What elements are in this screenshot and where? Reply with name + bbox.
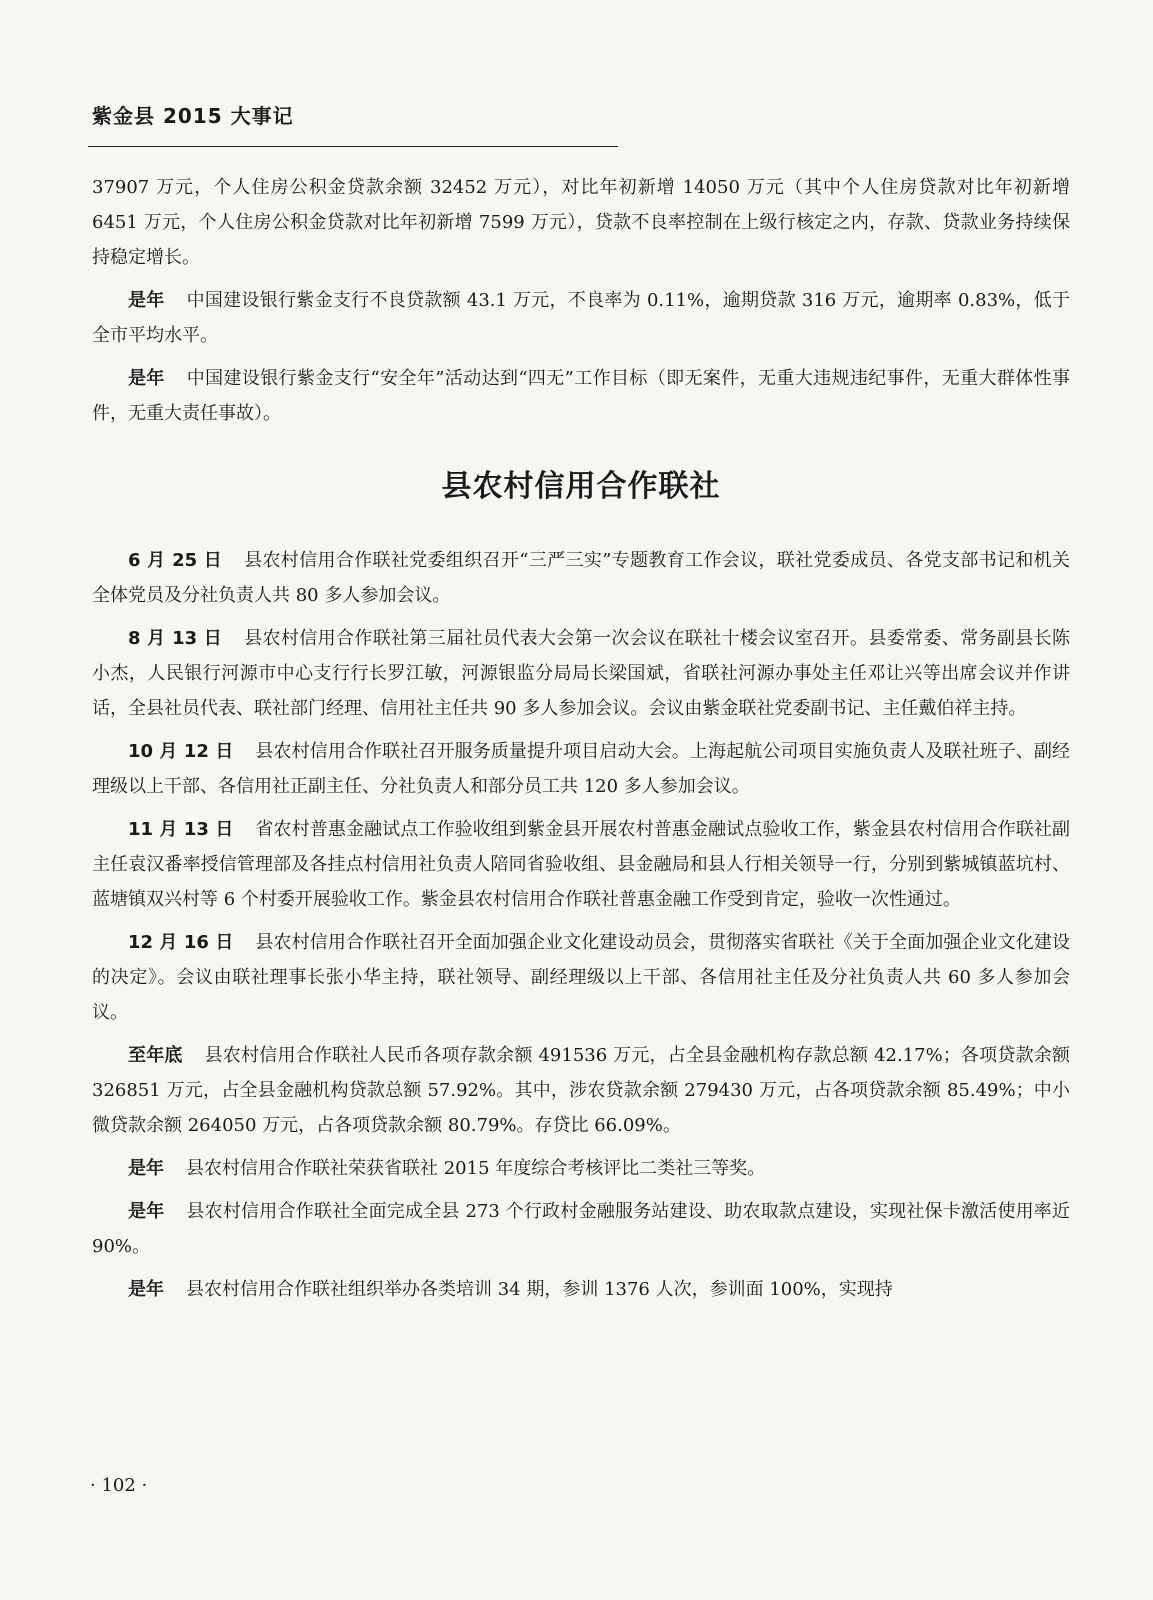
entry-paragraph [92, 925, 1070, 1030]
entry-text: 县农村信用合作联社第三届社员代表大会第一次会议在联社十楼会议室召开。县委常委、常务副县长陈小杰，人民银行河源市中心支行行长罗江敏，河源银监分局局长梁国斌，省联社河源办事处主任邓让兴等出席会议并作讲话，全县社员代表、联社部门经理、信用社主任共 90 多人参加会议。会议由紫金联社党委副书记、主任戴伯祥主持。 [92, 628, 1070, 719]
entry-paragraph [92, 1272, 1070, 1307]
page-number: · 102 · [90, 1475, 148, 1496]
running-header: 紫金县 2015 大事记 [92, 104, 294, 128]
entry-date: 是年 [128, 290, 165, 311]
entry-text: 县农村信用合作联社党委组织召开“三严三实”专题教育工作会议，联社党委成员、各党支部书记和机关全体党员及分社负责人共 80 多人参加会议。 [92, 550, 1071, 606]
entry-text: 县农村信用合作联社组织举办各类培训 34 期，参训 1376 人次，参训面 100%，实现持 [186, 1279, 893, 1300]
entry-date: 12 月 16 日 [128, 932, 234, 953]
entry-paragraph [92, 283, 1070, 353]
entry-date: 10 月 12 日 [128, 741, 234, 762]
entry-text: 中国建设银行紫金支行不良贷款额 43.1 万元，不良率为 0.11%，逾期贷款 316 万元，逾期率 0.83%，低于全市平均水平。 [92, 290, 1071, 346]
section-title: 县农村信用合作联社 [441, 469, 721, 504]
entry-paragraph [92, 1194, 1070, 1264]
entry-date: 11 月 13 日 [128, 819, 234, 840]
entry-paragraph [92, 1151, 1070, 1186]
entry-text: 县农村信用合作联社全面完成全县 273 个行政村金融服务站建设、助农取款点建设，实现社保卡激活使用率近 90%。 [92, 1201, 1071, 1257]
entry-date: 8 月 13 日 [128, 628, 223, 649]
entry-text: 省农村普惠金融试点工作验收组到紫金县开展农村普惠金融试点验收工作，紫金县农村信用合作联社副主任袁汉番率授信管理部及各挂点村信用社负责人陪同省验收组、县金融局和县人行相关领导一行，分别到紫城镇蓝坑村、蓝塘镇双兴村等 6 个村委开展验收工作。紫金县农村信用合作联社普惠金融工作受到肯定，验收一次性通过。 [92, 819, 1070, 910]
entry-date: 6 月 25 日 [128, 550, 223, 571]
continuation-paragraph: 37907 万元，个人住房公积金贷款余额 32452 万元），对比年初新增 14050 万元（其中个人住房贷款对比年初新增 6451 万元，个人住房公积金贷款对比年初新增 7599 万元），贷款不良率控制在上级行核定之内，存款、贷款业务持续保持稳定增长。 [92, 177, 1070, 268]
entry-date: 是年 [128, 1158, 164, 1179]
entry-date: 是年 [128, 1201, 165, 1222]
entry-paragraph [92, 1038, 1070, 1143]
entry-paragraph [92, 543, 1070, 613]
entry-paragraph [92, 812, 1070, 917]
entry-paragraph [92, 621, 1070, 726]
entry-paragraph [92, 734, 1070, 804]
page-body [92, 170, 1070, 1315]
entry-date: 至年底 [128, 1045, 183, 1066]
entry-text: 中国建设银行紫金支行“安全年”活动达到“四无”工作目标（即无案件，无重大违规违纪事件，无重大群体性事件，无重大责任事故）。 [92, 368, 1071, 424]
entry-date: 是年 [128, 368, 165, 389]
entry-text: 县农村信用合作联社荣获省联社 2015 年度综合考核评比二类社三等奖。 [186, 1158, 766, 1179]
entry-text: 县农村信用合作联社召开服务质量提升项目启动大会。上海起航公司项目实施负责人及联社班子、副经理级以上干部、各信用社正副主任、分社负责人和部分员工共 120 多人参加会议。 [92, 741, 1070, 797]
entry-text: 县农村信用合作联社人民币各项存款余额 491536 万元，占全县金融机构存款总额 42.17%；各项贷款余额 326851 万元，占全县金融机构贷款总额 57.92%。其中，涉农贷款余额 279430 万元，占各项贷款余额 85.49%；中小微贷款余额 264050 万元，占各项贷款余额 80.79%。存贷比 66.09%。 [92, 1045, 1071, 1136]
entry-date: 是年 [128, 1279, 164, 1300]
entry-paragraph [92, 361, 1070, 431]
entry-text: 县农村信用合作联社召开全面加强企业文化建设动员会，贯彻落实省联社《关于全面加强企业文化建设的决定》。会议由联社理事长张小华主持，联社领导、副经理级以上干部、各信用社主任及分社负责人共 60 多人参加会议。 [92, 932, 1070, 1023]
header-rule [88, 146, 618, 147]
